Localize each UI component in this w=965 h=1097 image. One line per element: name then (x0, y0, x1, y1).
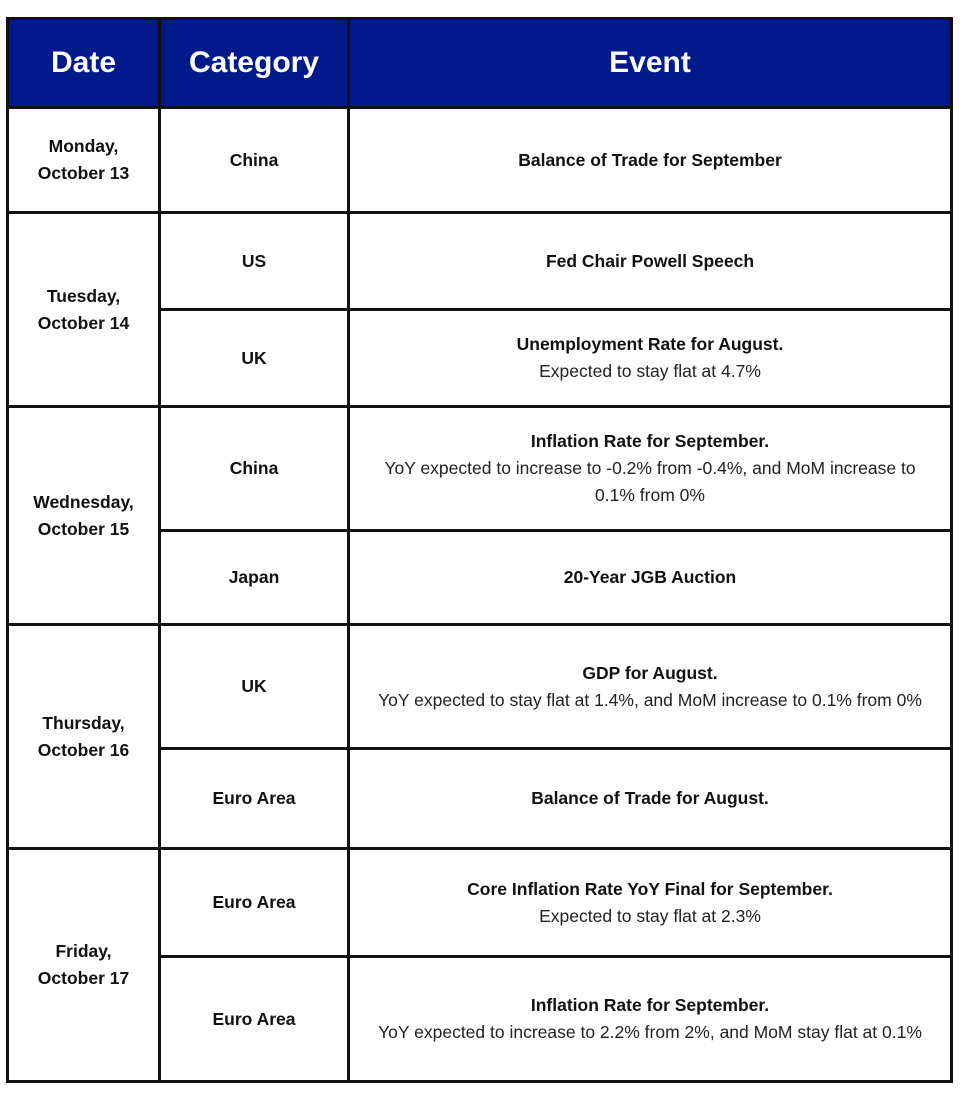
category-cell: Euro Area (160, 957, 349, 1082)
header-row (8, 19, 952, 108)
event-cell (349, 310, 952, 407)
event-cell (349, 213, 952, 310)
date-weekday: Wednesday, (33, 491, 134, 512)
category-cell: UK (160, 625, 349, 749)
date-weekday: Thursday, (42, 712, 125, 733)
event-cell (349, 108, 952, 213)
category-cell: China (160, 407, 349, 531)
table-row (8, 108, 952, 213)
category-cell: Euro Area (160, 749, 349, 849)
event-cell (349, 957, 952, 1082)
date-day: October 15 (37, 518, 130, 539)
event-detail: YoY expected to increase to -0.2% from -0.4%, and MoM increase to 0.1% from 0% (384, 458, 916, 505)
event-title: 20-Year JGB Auction (563, 567, 737, 587)
category-cell: Euro Area (160, 849, 349, 957)
event-cell (349, 749, 952, 849)
event-cell (349, 849, 952, 957)
header-date: Date (8, 19, 160, 108)
date-day: October 16 (37, 739, 130, 760)
table-row (8, 849, 952, 957)
table-row (8, 407, 952, 531)
event-title: Inflation Rate for September. (530, 431, 770, 451)
date-cell-wednesday (8, 407, 160, 625)
event-title: Unemployment Rate for August. (516, 334, 784, 354)
event-cell (349, 407, 952, 531)
economic-calendar-table (6, 17, 953, 1083)
date-cell-friday (8, 849, 160, 1082)
table-row (8, 213, 952, 310)
table-row (8, 625, 952, 749)
header-category: Category (160, 19, 349, 108)
event-title: Fed Chair Powell Speech (545, 250, 755, 271)
event-detail: YoY expected to stay flat at 1.4%, and MoM increase to 0.1% from 0% (378, 689, 922, 710)
event-title: Inflation Rate for September. (530, 995, 770, 1015)
event-detail: Expected to stay flat at 4.7% (539, 361, 761, 381)
category-cell: UK (160, 310, 349, 407)
event-cell (349, 625, 952, 749)
header-event: Event (349, 19, 952, 108)
date-cell-thursday (8, 625, 160, 849)
date-cell-monday (8, 108, 160, 213)
date-day: October 17 (37, 968, 130, 988)
date-day: October 13 (37, 163, 130, 183)
date-day: October 14 (37, 312, 130, 333)
event-title: GDP for August. (582, 662, 718, 683)
event-detail: YoY expected to increase to 2.2% from 2%, and MoM stay flat at 0.1% (378, 1022, 922, 1042)
event-title: Core Inflation Rate YoY Final for September. (467, 878, 833, 899)
category-cell: US (160, 213, 349, 310)
category-cell: Japan (160, 531, 349, 625)
date-cell-tuesday (8, 213, 160, 407)
event-cell (349, 531, 952, 625)
date-weekday: Friday, (55, 941, 112, 961)
event-title: Balance of Trade for September (518, 149, 782, 170)
date-weekday: Monday, (48, 136, 119, 156)
category-cell: China (160, 108, 349, 213)
date-weekday: Tuesday, (46, 285, 121, 306)
event-detail: Expected to stay flat at 2.3% (539, 905, 761, 926)
event-title: Balance of Trade for August. (531, 788, 769, 808)
